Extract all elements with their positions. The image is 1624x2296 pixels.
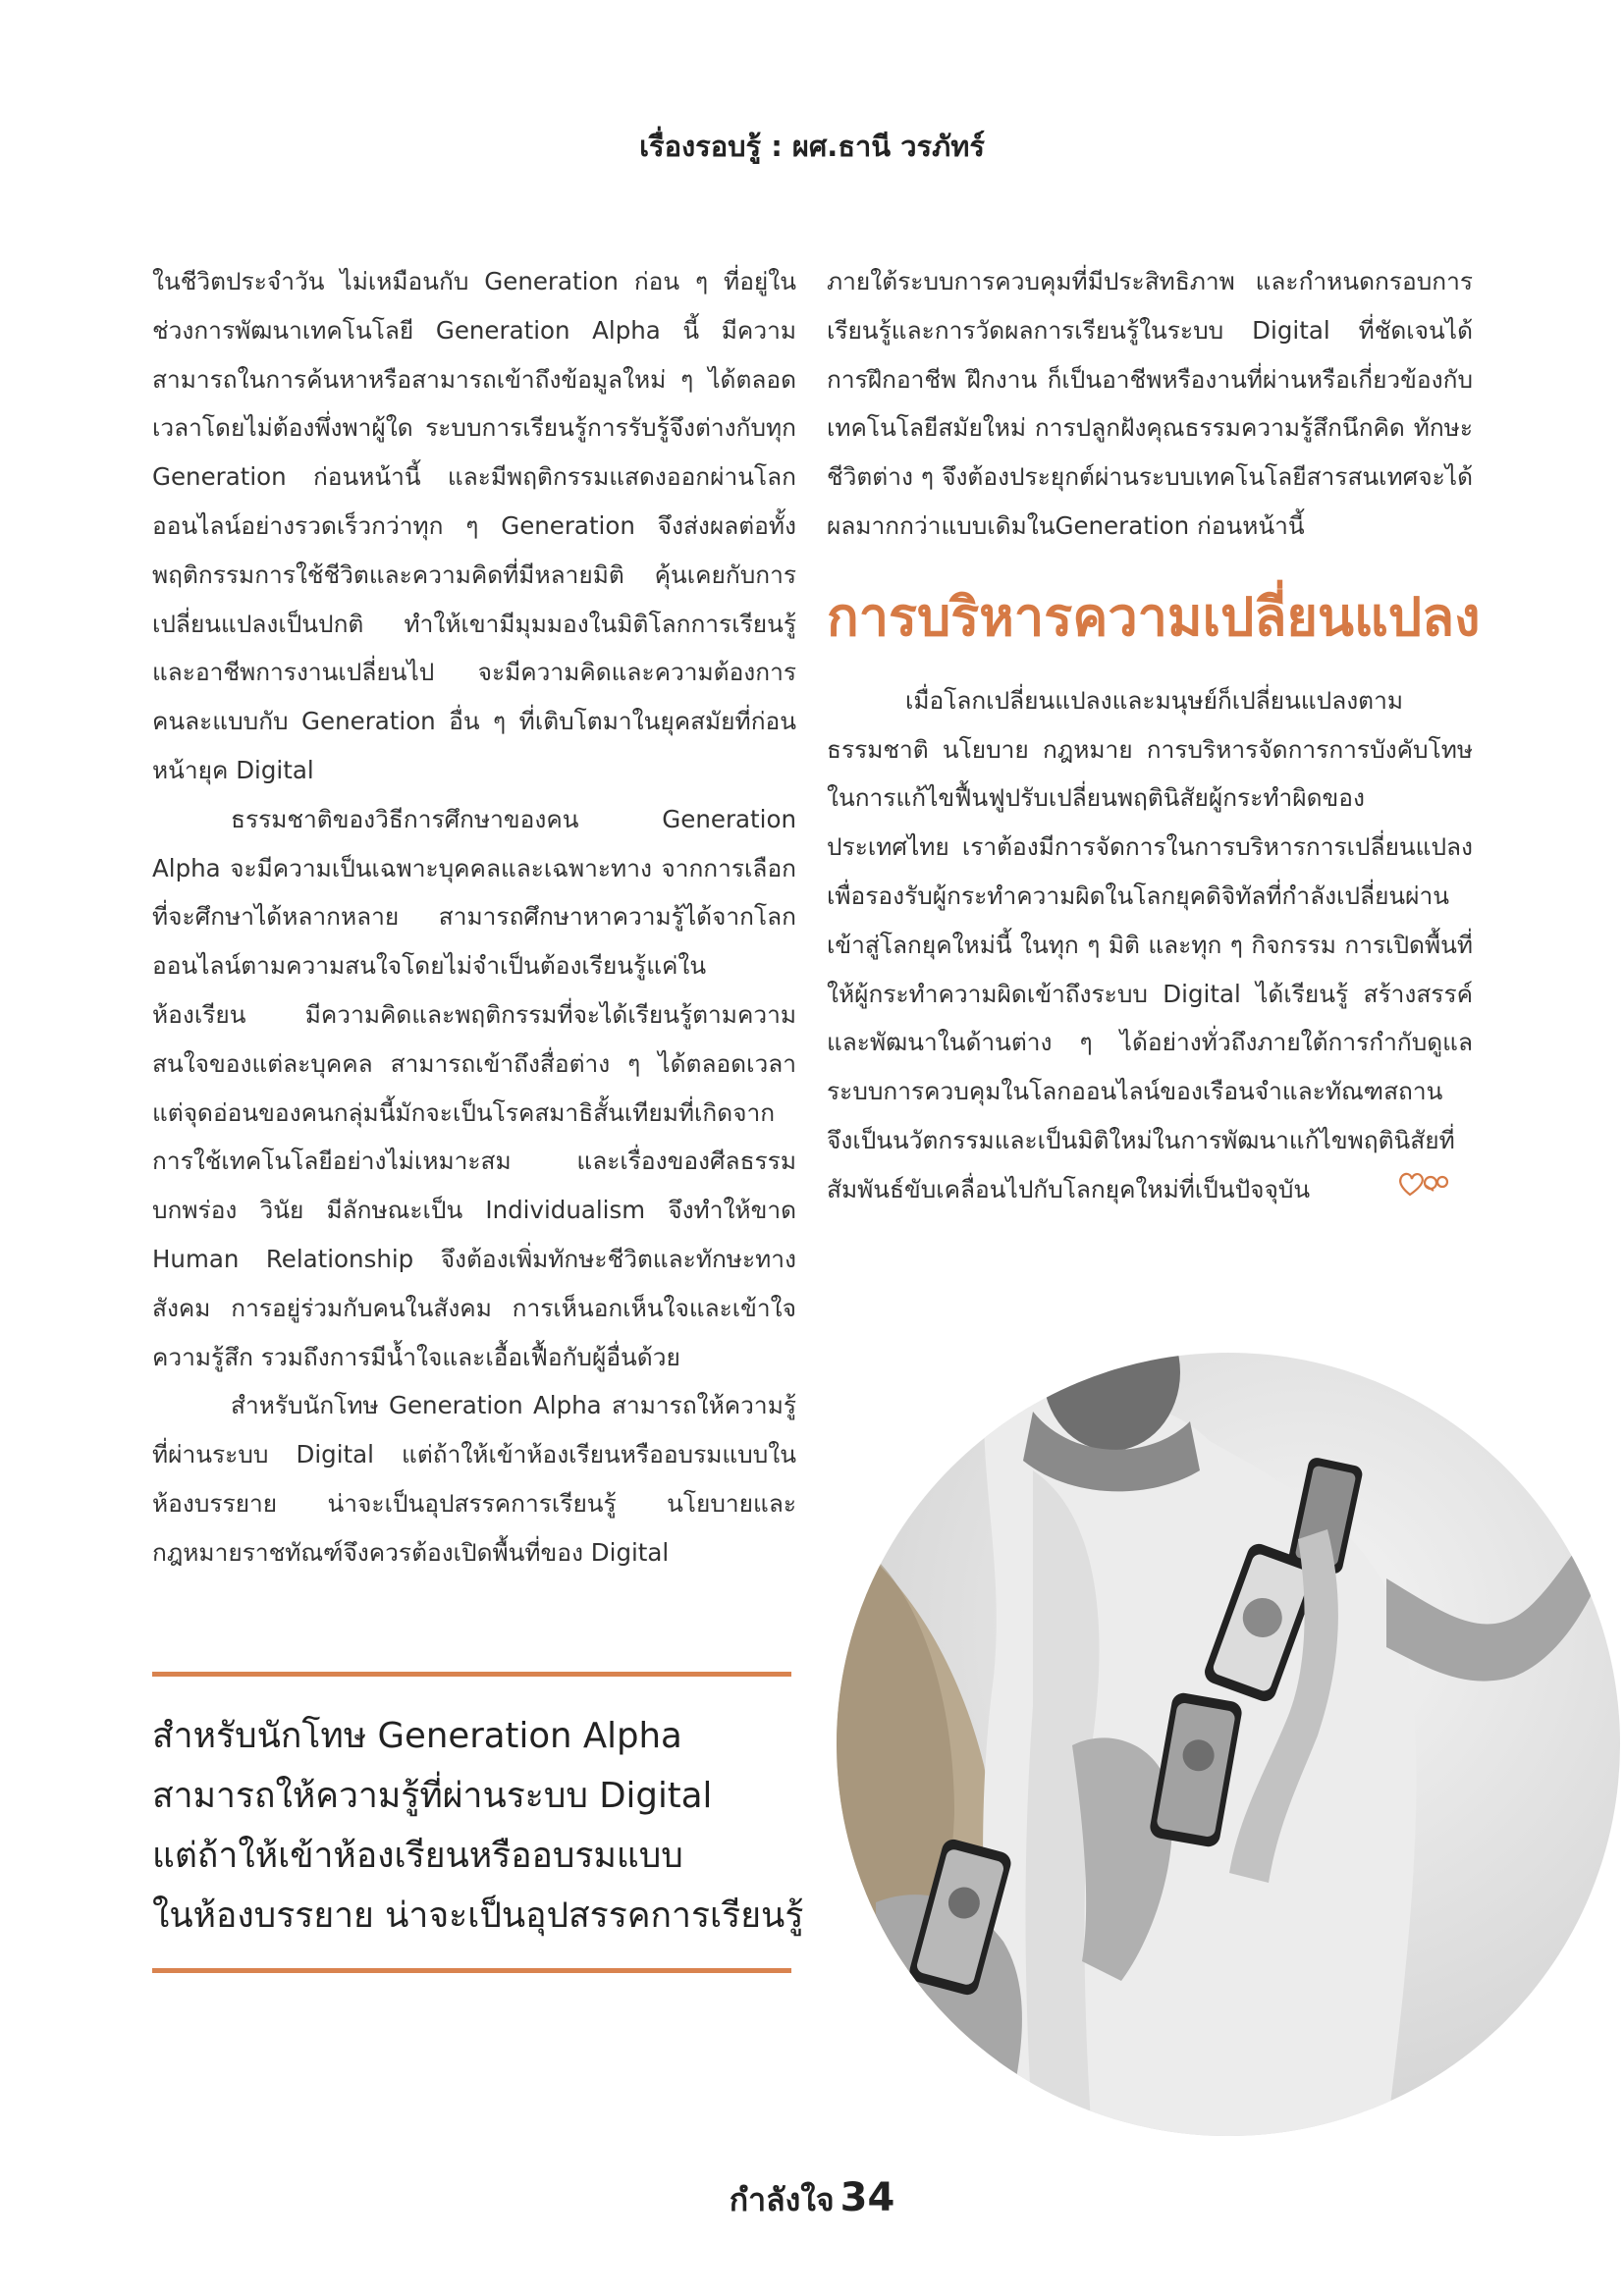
body-paragraph: ธรรมชาติของวิธีการศึกษาของคน Generation Alpha จะมีความเป็นเฉพาะบุคคลและเฉพาะทาง จากการเลือกที่จะศึกษาได้หลากหลาย สามารถศึกษาหาความรู้ได้จากโลกออนไลน์ตามความสนใจโดยไม่จำเป็นต้องเรียนรู้แค่ในห้องเรียน มีความคิดและพฤติกรรมที่จะได้เรียนรู้ตามความสนใจของแต่ละบุคคล สามารถเข้าถึงสื่อต่าง ๆ ได้ตลอดเวลา แต่จุดอ่อนของคนกลุ่มนี้มักจะเป็นโรคสมาธิสั้นเทียมที่เกิดจากการใช้เทคโนโลยีอย่างไม่เหมาะสม และเรื่องของศีลธรรมบกพร่อง วินัย มีลักษณะเป็น Individualism จึงทำให้ขาด Human Relationship จึงต้องเพิ่มทักษะชีวิตและทักษะทางสังคม การอยู่ร่วมกับคนในสังคม การเห็นอกเห็นใจและเข้าใจความรู้สึก รวมถึงการมีน้ำใจและเอื้อเฟื้อกับผู้อื่นด้วย [152, 804, 796, 1371]
left-column [152, 257, 796, 1577]
body-paragraph: สำหรับนักโทษ Generation Alpha สามารถให้ความรู้ที่ผ่านระบบ Digital แต่ถ้าให้เข้าห้องเรียนหรืออบรมแบบในห้องบรรยาย น่าจะเป็นอุปสรรคการเรียนรู้ นโยบายและกฎหมายราชทัณฑ์จึงควรต้องเปิดพื้นที่ของ Digital [152, 1391, 796, 1567]
quote-divider-top [152, 1672, 791, 1677]
page-footer [0, 2175, 1624, 2225]
smartphones-photo [837, 1353, 1620, 2136]
pull-quote-line: สามารถให้ความรู้ที่ผ่านระบบ Digital [152, 1776, 713, 1816]
section-body-text: เมื่อโลกเปลี่ยนแปลงและมนุษย์ก็เปลี่ยนแปลงตามธรรมชาติ นโยบาย กฎหมาย การบริหารจัดการการบังคับโทษในการแก้ไขฟื้นฟูปรับเปลี่ยนพฤตินิสัยผู้กระทำผิดของประเทศไทย เราต้องมีการจัดการในการบริหารการเปลี่ยนแปลงเพื่อรองรับผู้กระทำความผิดในโลกยุคดิจิทัลที่กำลังเปลี่ยนผ่านเข้าสู่โลกยุคใหม่นี้ ในทุก ๆ มิติ และทุก ๆ กิจกรรม การเปิดพื้นที่ให้ผู้กระทำความผิดเข้าถึงระบบ Digital ได้เรียนรู้ สร้างสรรค์ และพัฒนาในด้านต่าง ๆ ได้อย่างทั่วถึงภายใต้การกำกับดูแลระบบการควบคุมในโลกออนไลน์ของเรือนจำและทัณฑสถาน จึงเป็นนวัตกรรมและเป็นมิติใหม่ในการพัฒนาแก้ไขพฤตินิสัยที่สัมพันธ์ขับเคลื่อนไปกับโลกยุคใหม่ที่เป็นปัจจุบัน [827, 685, 1473, 1203]
article-byline: เรื่องรอบรู้ : ผศ.ธานี วรภัทร์ [639, 130, 985, 163]
right-column [827, 257, 1481, 1215]
body-paragraph [827, 676, 1473, 1215]
pull-quote-line: ในห้องบรรยาย น่าจะเป็นอุปสรรคการเรียนรู้ [152, 1896, 804, 1936]
body-paragraph: ในชีวิตประจำวัน ไม่เหมือนกับ Generation ก่อน ๆ ที่อยู่ในช่วงการพัฒนาเทคโนโลยี Generation Alpha นี้ มีความสามารถในการค้นหาหรือสามารถเข้าถึงข้อมูลใหม่ ๆ ได้ตลอดเวลาโดยไม่ต้องพึ่งพาผู้ใด ระบบการเรียนรู้การรับรู้จึงต่างกับทุก Generation ก่อนหน้านี้ และมีพฤติกรรมแสดงออกผ่านโลกออนไลน์อย่างรวดเร็วกว่าทุก ๆ Generation จึงส่งผลต่อทั้งพฤติกรรมการใช้ชีวิตและความคิดที่มีหลายมิติ คุ้นเคยกับการเปลี่ยนแปลงเป็นปกติ ทำให้เขามีมุมมองในมิติโลกการเรียนรู้และอาชีพการงานเปลี่ยนไป จะมีความคิดและความต้องการคนละแบบกับ Generation อื่น ๆ ที่เติบโตมาในยุคสมัยที่ก่อนหน้ายุค Digital [152, 267, 796, 784]
pull-quote-line: สำหรับนักโทษ Generation Alpha [152, 1716, 682, 1756]
magazine-name: กำลังใจ [729, 2181, 835, 2218]
pull-quote-line: แต่ถ้าให้เข้าห้องเรียนหรืออบรมแบบ [152, 1836, 683, 1876]
body-paragraph: ภายใต้ระบบการควบคุมที่มีประสิทธิภาพ และกำหนดกรอบการเรียนรู้และการวัดผลการเรียนรู้ในระบบ Digital ที่ชัดเจนได้ การฝึกอาชีพ ฝึกงาน ก็เป็นอาชีพหรืองานที่ผ่านหรือเกี่ยวข้องกับเทคโนโลยีสมัยใหม่ การปลูกฝังคุณธรรมความรู้สึกนึกคิด ทักษะชีวิตต่าง ๆ จึงต้องประยุกต์ผ่านระบบเทคโนโลยีสารสนเทศจะได้ผลมากกว่าแบบเดิมในGeneration ก่อนหน้านี้ [827, 267, 1473, 540]
quote-divider-bottom [152, 1968, 791, 1973]
pull-quote [152, 1706, 804, 1946]
section-heading: การบริหารความเปลี่ยนแปลง [827, 585, 1481, 648]
page-number: 34 [839, 2175, 895, 2220]
heart-ornament-icon [1318, 1166, 1455, 1215]
